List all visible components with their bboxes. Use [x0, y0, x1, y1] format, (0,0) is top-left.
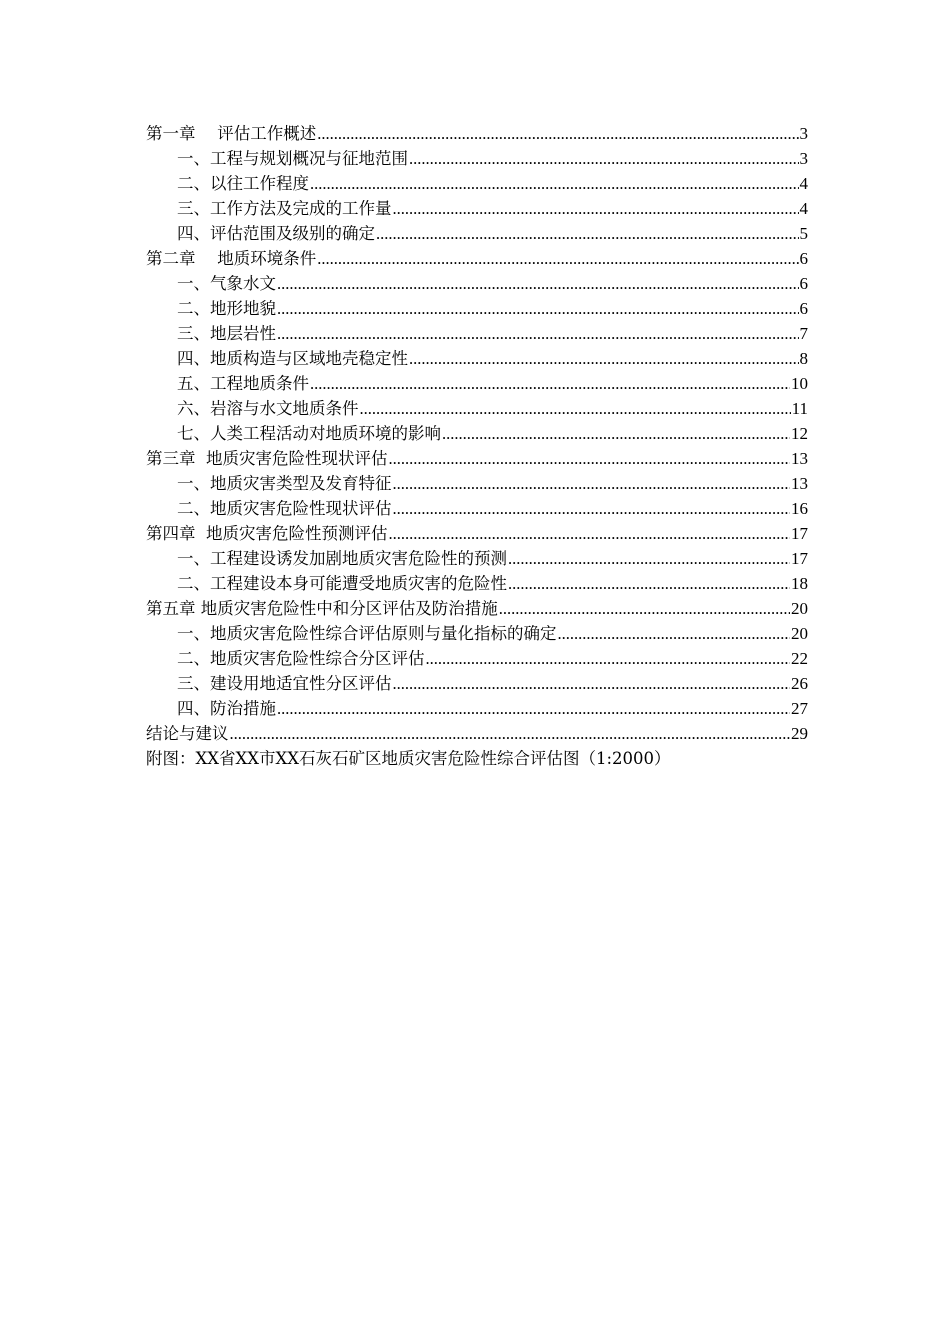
toc-section-entry[interactable] — [146, 696, 808, 721]
toc-entry-title: 二、工程建设本身可能遭受地质灾害的危险性 — [177, 574, 507, 593]
toc-dot-leader — [442, 421, 790, 446]
toc-entry-title: 二、地质灾害危险性综合分区评估 — [177, 649, 425, 668]
toc-section-entry[interactable] — [146, 296, 808, 321]
toc-entry-title: 第四章 地质灾害危险性预测评估 — [146, 524, 388, 543]
toc-dot-leader — [317, 121, 798, 146]
toc-chapter-entry[interactable] — [146, 521, 808, 546]
toc-dot-leader — [310, 171, 799, 196]
toc-dot-leader — [277, 271, 799, 296]
toc-section-entry[interactable] — [146, 221, 808, 246]
toc-entry-page-number: 13 — [791, 449, 808, 468]
toc-entry-page-number: 6 — [799, 299, 808, 318]
toc-section-entry[interactable] — [146, 346, 808, 371]
toc-entry-page-number: 6 — [799, 274, 808, 293]
toc-entry-page-number: 27 — [791, 699, 808, 718]
toc-dot-leader — [508, 571, 790, 596]
toc-entry-page-number: 26 — [791, 674, 808, 693]
toc-dot-leader — [409, 346, 799, 371]
toc-dot-leader — [508, 546, 790, 571]
appendix-line: 附图：XX省XX市XX石灰石矿区地质灾害危险性综合评估图（1:2000） — [146, 749, 671, 768]
toc-entry-page-number: 4 — [799, 199, 808, 218]
toc-entry-page-number: 29 — [791, 724, 808, 743]
toc-section-entry[interactable] — [146, 646, 808, 671]
toc-entry-page-number: 17 — [791, 524, 808, 543]
toc-entry-page-number: 18 — [791, 574, 808, 593]
toc-section-entry[interactable] — [146, 171, 808, 196]
toc-section-entry[interactable] — [146, 396, 808, 421]
toc-entry-page-number: 4 — [799, 174, 808, 193]
toc-dot-leader — [393, 196, 799, 221]
toc-dot-leader — [389, 446, 791, 471]
toc-entry-title: 三、建设用地适宜性分区评估 — [177, 674, 392, 693]
toc-entry-title: 第三章 地质灾害危险性现状评估 — [146, 449, 388, 468]
toc-entry-title: 一、地质灾害类型及发育特征 — [177, 474, 392, 493]
toc-entry-page-number: 8 — [799, 349, 808, 368]
toc-chapter-entry[interactable] — [146, 121, 808, 146]
toc-entry-page-number: 11 — [791, 399, 808, 418]
toc-section-entry[interactable] — [146, 496, 808, 521]
toc-entry-page-number: 12 — [791, 424, 808, 443]
toc-entry-title: 二、地形地貌 — [177, 299, 276, 318]
toc-entry-title: 一、地质灾害危险性综合评估原则与量化指标的确定 — [177, 624, 557, 643]
toc-entry-title: 第一章 评估工作概述 — [146, 124, 317, 143]
toc-entry-page-number: 22 — [791, 649, 808, 668]
toc-section-entry[interactable] — [146, 421, 808, 446]
toc-dot-leader — [393, 496, 791, 521]
toc-section-entry[interactable] — [146, 471, 808, 496]
toc-entry-page-number: 5 — [799, 224, 808, 243]
toc-dot-leader — [277, 696, 790, 721]
toc-dot-leader — [393, 471, 791, 496]
toc-dot-leader — [317, 246, 798, 271]
toc-chapter-entry[interactable] — [146, 446, 808, 471]
toc-section-entry[interactable] — [146, 271, 808, 296]
toc-entry-title: 四、评估范围及级别的确定 — [177, 224, 375, 243]
toc-dot-leader — [558, 621, 791, 646]
toc-entry-title: 一、工程建设诱发加剧地质灾害危险性的预测 — [177, 549, 507, 568]
toc-entry-page-number: 20 — [791, 599, 808, 618]
toc-entry-page-number: 6 — [799, 249, 808, 268]
toc-dot-leader — [376, 221, 799, 246]
toc-entry-page-number: 20 — [791, 624, 808, 643]
toc-dot-leader — [360, 396, 791, 421]
toc-dot-leader — [310, 371, 790, 396]
toc-entry-title: 结论与建议 — [146, 724, 229, 743]
toc-dot-leader — [409, 146, 799, 171]
toc-section-entry[interactable] — [146, 321, 808, 346]
toc-section-entry[interactable] — [146, 196, 808, 221]
toc-entry-title: 四、地质构造与区域地壳稳定性 — [177, 349, 408, 368]
toc-dot-leader — [499, 596, 790, 621]
toc-dot-leader — [277, 321, 799, 346]
toc-dot-leader — [230, 721, 791, 746]
toc-dot-leader — [393, 671, 791, 696]
toc-entry-page-number: 3 — [799, 124, 808, 143]
toc-dot-leader — [426, 646, 791, 671]
toc-entry-title: 第二章 地质环境条件 — [146, 249, 317, 268]
toc-entry-page-number: 17 — [791, 549, 808, 568]
toc-entry-page-number: 16 — [791, 499, 808, 518]
toc-entry-title: 一、工程与规划概况与征地范围 — [177, 149, 408, 168]
toc-entry-title: 五、工程地质条件 — [177, 374, 309, 393]
toc-dot-leader — [389, 521, 791, 546]
toc-chapter-entry[interactable] — [146, 721, 808, 746]
toc-entry-page-number: 7 — [799, 324, 808, 343]
toc-chapter-entry[interactable] — [146, 596, 808, 621]
table-of-contents — [146, 121, 808, 771]
toc-section-entry[interactable] — [146, 371, 808, 396]
toc-entry-page-number: 10 — [791, 374, 808, 393]
toc-section-entry[interactable] — [146, 146, 808, 171]
toc-section-entry[interactable] — [146, 671, 808, 696]
toc-chapter-entry[interactable] — [146, 246, 808, 271]
toc-entry-title: 二、地质灾害危险性现状评估 — [177, 499, 392, 518]
toc-dot-leader — [277, 296, 799, 321]
toc-entry-title: 七、人类工程活动对地质环境的影响 — [177, 424, 441, 443]
toc-entry-title: 三、工作方法及完成的工作量 — [177, 199, 392, 218]
toc-entry-page-number: 13 — [791, 474, 808, 493]
toc-entry-title: 三、地层岩性 — [177, 324, 276, 343]
toc-entry-title: 四、防治措施 — [177, 699, 276, 718]
toc-entry-title: 六、岩溶与水文地质条件 — [177, 399, 359, 418]
toc-section-entry[interactable] — [146, 571, 808, 596]
toc-section-entry[interactable] — [146, 621, 808, 646]
toc-entries — [146, 121, 808, 746]
toc-entry-title: 一、气象水文 — [177, 274, 276, 293]
toc-entry-page-number: 3 — [799, 149, 808, 168]
toc-entry-title: 第五章 地质灾害危险性中和分区评估及防治措施 — [146, 599, 498, 618]
toc-entry-title: 二、以往工作程度 — [177, 174, 309, 193]
toc-section-entry[interactable] — [146, 546, 808, 571]
